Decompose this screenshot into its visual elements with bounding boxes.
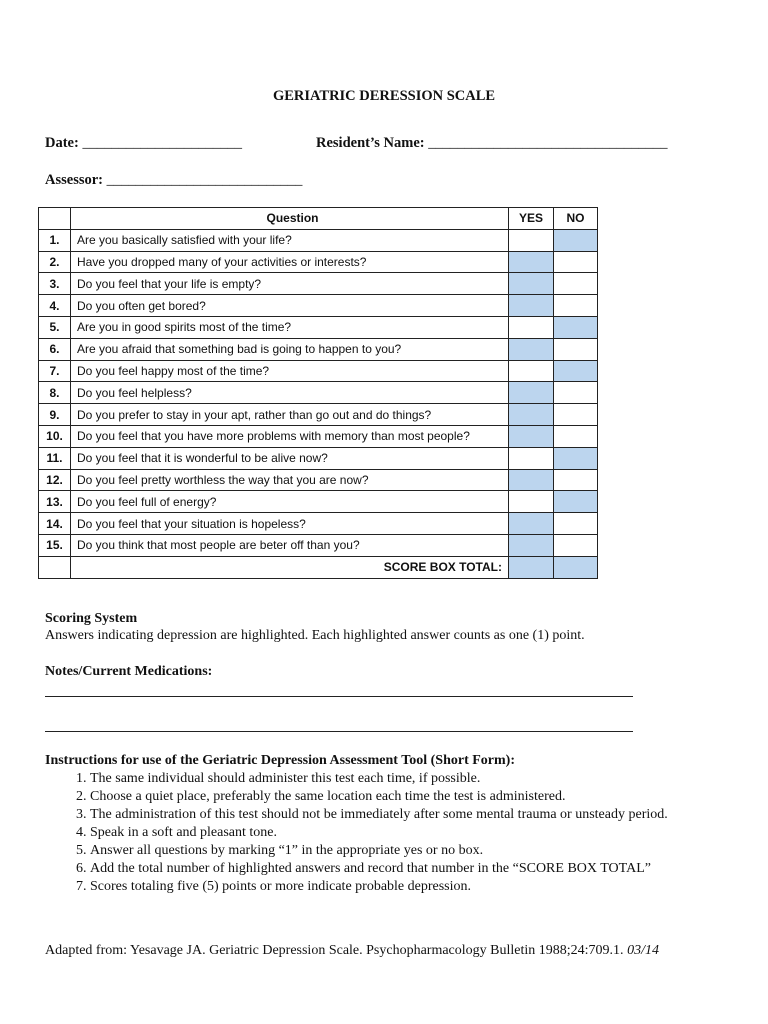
date-label: Date: <box>45 135 79 151</box>
question-number: 12. <box>39 469 71 491</box>
question-text: Are you basically satisfied with your life? <box>71 229 509 251</box>
table-row <box>39 360 598 382</box>
no-answer-box[interactable] <box>554 491 598 513</box>
instruction-item: 7. Scores totaling five (5) points or more indicate probable depression. <box>90 878 768 896</box>
header-no: NO <box>554 208 598 230</box>
yes-answer-box[interactable] <box>509 534 554 556</box>
instruction-item: 4. Speak in a soft and pleasant tone. <box>90 824 768 842</box>
yes-answer-box[interactable] <box>509 404 554 426</box>
question-number: 9. <box>39 404 71 426</box>
scoring-text: Answers indicating depression are highlighted. Each highlighted answer counts as one (1) point. <box>45 628 585 643</box>
table-row <box>39 534 598 556</box>
resident-name-label: Resident’s Name: <box>316 135 425 151</box>
page-title: GERIATRIC DERESSION SCALE <box>272 88 496 104</box>
footer <box>45 943 659 959</box>
question-number: 7. <box>39 360 71 382</box>
yes-answer-box[interactable] <box>509 295 554 317</box>
question-text: Are you afraid that something bad is going to happen to you? <box>71 338 509 360</box>
score-no-box[interactable] <box>554 556 598 578</box>
score-box-total-label: SCORE BOX TOTAL: <box>71 556 509 578</box>
question-number: 2. <box>39 251 71 273</box>
question-text: Do you feel that your situation is hopeless? <box>71 513 509 535</box>
instructions-heading: Instructions for use of the Geriatric Depression Assessment Tool (Short Form): <box>45 753 516 768</box>
notes-line-2[interactable] <box>45 731 633 732</box>
assessor-label: Assessor: <box>45 172 103 188</box>
score-total-row <box>39 556 598 578</box>
question-number: 11. <box>39 447 71 469</box>
table-body <box>39 229 598 556</box>
yes-answer-box[interactable] <box>509 273 554 295</box>
instruction-item: 5. Answer all questions by marking “1” in the appropriate yes or no box. <box>90 842 768 860</box>
assessor-field[interactable] <box>45 172 302 189</box>
instructions-list <box>45 770 768 896</box>
no-answer-box[interactable] <box>554 229 598 251</box>
yes-answer-box[interactable] <box>509 338 554 360</box>
instruction-item: 6. Add the total number of highlighted answers and record that number in the “SCORE BOX TOTAL” <box>90 860 768 878</box>
notes-heading: Notes/Current Medications: <box>45 664 213 679</box>
table-row <box>39 229 598 251</box>
question-text: Do you think that most people are beter off than you? <box>71 534 509 556</box>
yes-answer-box[interactable] <box>509 491 554 513</box>
question-text: Do you feel that you have more problems with memory than most people? <box>71 425 509 447</box>
question-text: Do you feel pretty worthless the way that you are now? <box>71 469 509 491</box>
no-answer-box[interactable] <box>554 534 598 556</box>
question-text: Do you feel happy most of the time? <box>71 360 509 382</box>
yes-answer-box[interactable] <box>509 513 554 535</box>
score-yes-box[interactable] <box>509 556 554 578</box>
no-answer-box[interactable] <box>554 360 598 382</box>
assessor-line[interactable]: ___________________________ <box>106 172 303 188</box>
yes-answer-box[interactable] <box>509 360 554 382</box>
no-answer-box[interactable] <box>554 295 598 317</box>
no-answer-box[interactable] <box>554 273 598 295</box>
table-row <box>39 338 598 360</box>
no-answer-box[interactable] <box>554 382 598 404</box>
question-number: 15. <box>39 534 71 556</box>
instruction-item: 2. Choose a quiet place, preferably the same location each time the test is administered. <box>90 788 768 806</box>
date-line[interactable]: ______________________ <box>82 135 242 151</box>
table-row <box>39 513 598 535</box>
question-text: Do you feel that your life is empty? <box>71 273 509 295</box>
header-question: Question <box>71 208 509 230</box>
no-answer-box[interactable] <box>554 251 598 273</box>
resident-name-field[interactable] <box>316 135 667 152</box>
question-number: 4. <box>39 295 71 317</box>
footer-citation: Adapted from: Yesavage JA. Geriatric Depression Scale. Psychopharmacology Bulletin 1988;24:709.1. <box>45 943 624 958</box>
no-answer-box[interactable] <box>554 425 598 447</box>
no-answer-box[interactable] <box>554 469 598 491</box>
no-answer-box[interactable] <box>554 338 598 360</box>
table-row <box>39 447 598 469</box>
question-number: 8. <box>39 382 71 404</box>
table-row <box>39 404 598 426</box>
yes-answer-box[interactable] <box>509 251 554 273</box>
table-row <box>39 273 598 295</box>
question-number: 10. <box>39 425 71 447</box>
yes-answer-box[interactable] <box>509 425 554 447</box>
table-row <box>39 382 598 404</box>
table-row <box>39 295 598 317</box>
table-row <box>39 469 598 491</box>
question-number: 3. <box>39 273 71 295</box>
no-answer-box[interactable] <box>554 447 598 469</box>
table-row <box>39 491 598 513</box>
gds-question-table <box>38 207 598 579</box>
question-number: 13. <box>39 491 71 513</box>
scoring-heading: Scoring System <box>45 611 138 626</box>
footer-date: 03/14 <box>627 943 659 958</box>
instruction-item: 1. The same individual should administer this test each time, if possible. <box>90 770 768 788</box>
date-field[interactable] <box>45 135 242 152</box>
resident-name-line[interactable]: _________________________________ <box>428 135 668 151</box>
question-text: Do you prefer to stay in your apt, rather than go out and do things? <box>71 404 509 426</box>
question-text: Are you in good spirits most of the time? <box>71 316 509 338</box>
header-number-cell <box>39 208 71 230</box>
question-text: Do you feel helpless? <box>71 382 509 404</box>
table-header-row <box>39 208 598 230</box>
no-answer-box[interactable] <box>554 404 598 426</box>
yes-answer-box[interactable] <box>509 316 554 338</box>
question-text: Do you feel that it is wonderful to be alive now? <box>71 447 509 469</box>
table-row <box>39 425 598 447</box>
no-answer-box[interactable] <box>554 513 598 535</box>
yes-answer-box[interactable] <box>509 469 554 491</box>
question-number: 14. <box>39 513 71 535</box>
yes-answer-box[interactable] <box>509 229 554 251</box>
table-row <box>39 316 598 338</box>
notes-line-1[interactable] <box>45 696 633 697</box>
no-answer-box[interactable] <box>554 316 598 338</box>
table-row <box>39 251 598 273</box>
yes-answer-box[interactable] <box>509 447 554 469</box>
yes-answer-box[interactable] <box>509 382 554 404</box>
question-text: Have you dropped many of your activities or interests? <box>71 251 509 273</box>
instruction-item: 3. The administration of this test should not be immediately after some mental trauma or unsteady period. <box>90 806 768 824</box>
question-text: Do you often get bored? <box>71 295 509 317</box>
question-number: 6. <box>39 338 71 360</box>
question-number: 5. <box>39 316 71 338</box>
header-yes: YES <box>509 208 554 230</box>
question-text: Do you feel full of energy? <box>71 491 509 513</box>
question-number: 1. <box>39 229 71 251</box>
score-number-cell <box>39 556 71 578</box>
